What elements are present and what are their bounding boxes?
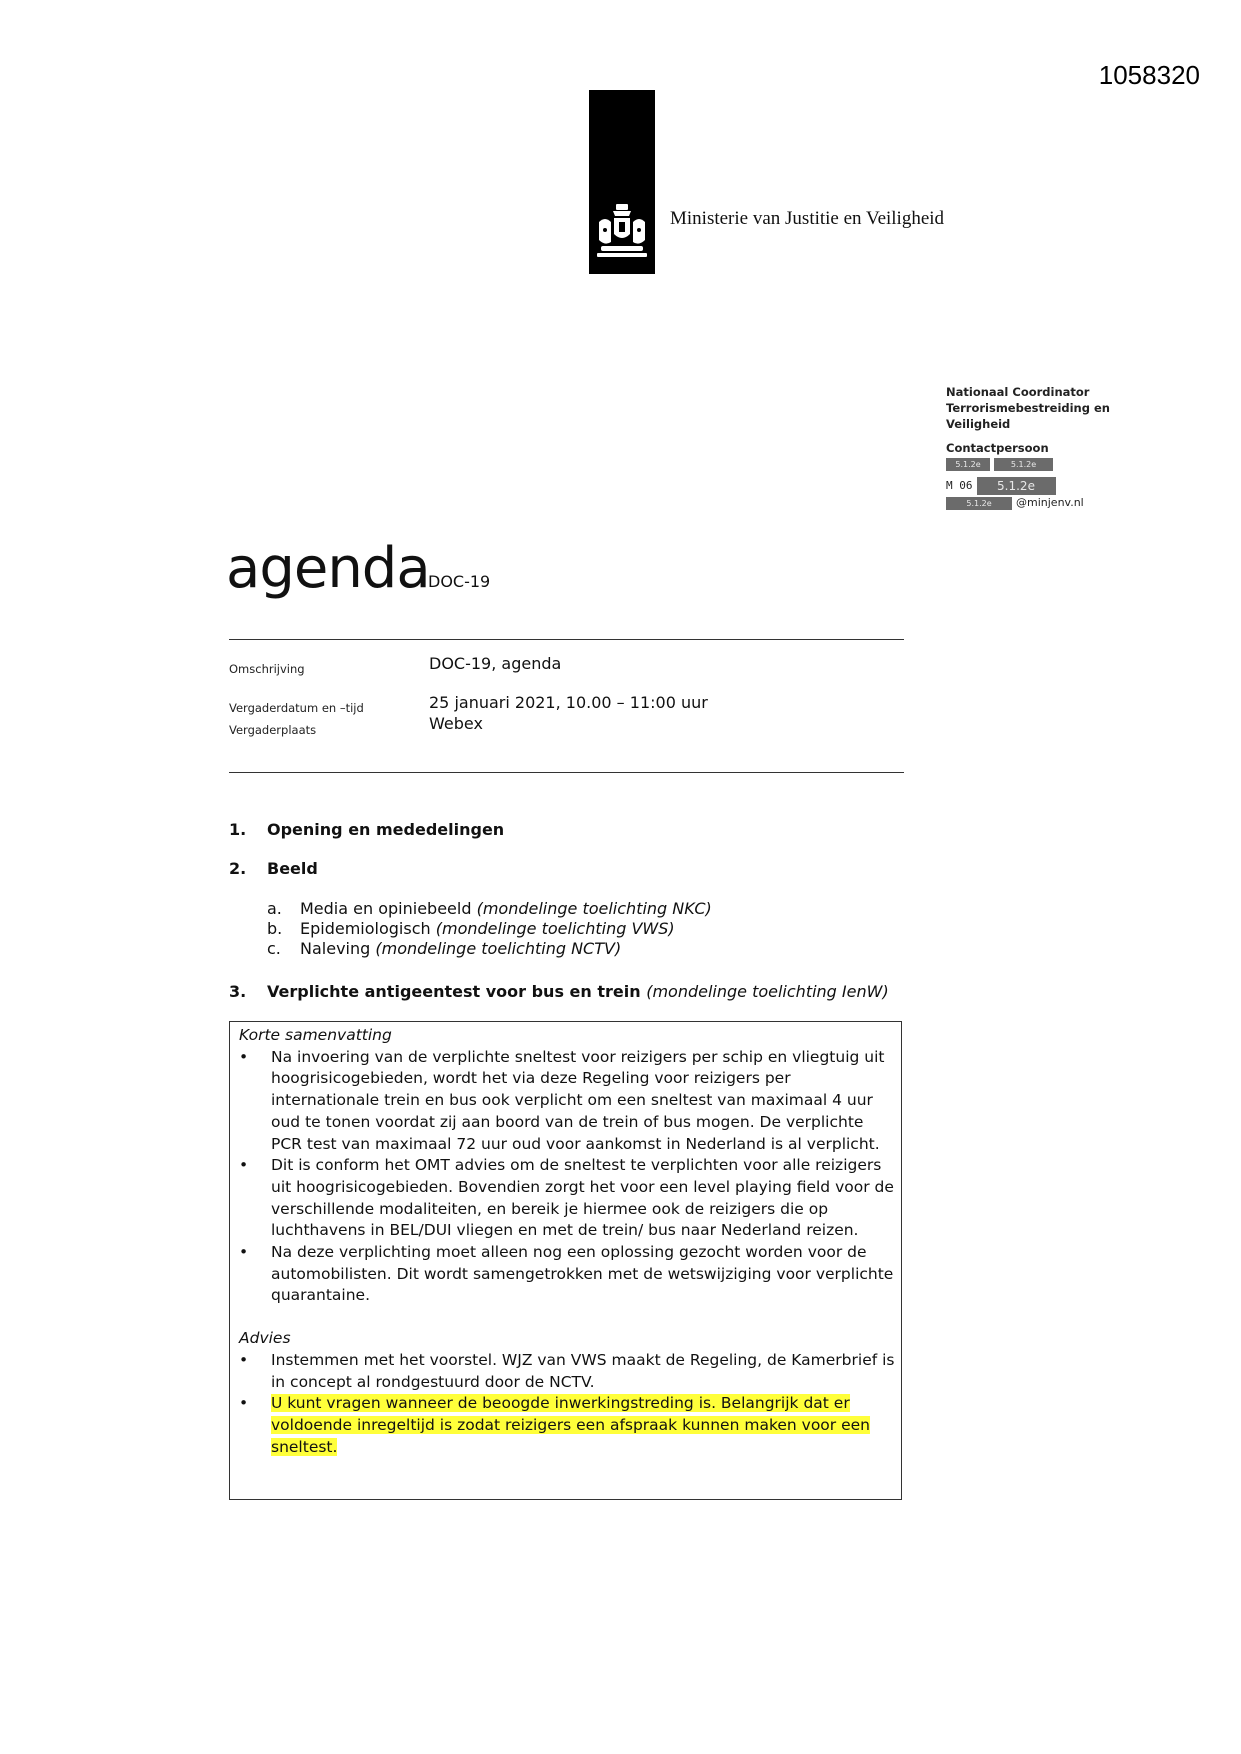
org-line-3: Veiligheid [946,417,1011,431]
list-item-text: Naleving [300,939,371,958]
bullet-text: Instemmen met het voorstel. WJZ van VWS maakt de Regeling, de Kamerbrief is in concept al rondgestuurd door de NCTV. [271,1350,895,1391]
divider [229,639,904,640]
summary-box-content [239,1025,897,1458]
section-number: 1. [229,820,247,839]
contact-email-row [946,495,1186,511]
ministry-name: Ministerie van Justitie en Veiligheid [670,208,945,229]
spacer [239,1307,897,1328]
section-title-text: Verplichte antigeentest voor bus en trein [267,982,641,1001]
summary-bullet [239,1242,897,1307]
list-item-note: (mondelinge toelichting NCTV) [375,939,622,958]
advice-heading: Advies [239,1329,291,1348]
bullet-text: Na invoering van de verplichte sneltest voor reizigers per schip en vliegtuig uit hoogrisicogebieden, wordt het via deze Regeling voor reizigers per internationale trein en bus ook verplicht om een sneltest van maximaal 4 uur oud te tonen voordat zij aan boord van de trein of bus mogen. De verplichte PCR test van maximaal 72 uur oud voor aankomst in Nederland is al verplicht. [271,1047,885,1153]
list-item [267,899,712,919]
description-value: DOC-19, agenda [429,654,562,673]
bullet-dot: • [239,1156,249,1175]
location-value: Webex [429,714,483,733]
datetime-label: Vergaderdatum en –tijd [229,701,364,715]
contact-title: Contactpersoon [946,441,1049,455]
contact-phone-row [946,477,1186,495]
section-title: Beeld [267,859,318,878]
section-title [267,982,889,1001]
contact-name-row [946,458,1186,471]
list-item-letter: a. [267,899,282,918]
datetime-value: 25 januari 2021, 10.00 – 11:00 uur [429,693,708,712]
bullet-text: Dit is conform het OMT advies om de sneltest te verplichten voor alle reizigers uit hoogrisicogebieden. Bovendien zorgt het voor een level playing field voor de verschillende modaliteiten, en bereik je hiermee ook de reizigers die op luchthavens in BEL/DUI vliegen en met de trein/ bus naar Nederland reizen. [271,1156,894,1240]
list-item [267,919,675,939]
phone-prefix: M 06 [946,479,973,492]
advice-bullet [239,1393,897,1458]
description-label: Omschrijving [229,662,305,676]
summary-box [229,1021,902,1500]
location-label: Vergaderplaats [229,723,317,737]
summary-bullet [239,1047,897,1156]
government-logo-bar [589,90,655,274]
highlighted-text: U kunt vragen wanneer de beoogde inwerkingstreding is. Belangrijk dat er voldoende inregeltijd is zodat reizigers een afspraak kunnen maken voor een sneltest. [271,1394,870,1456]
page-subtitle: DOC-19 [428,572,491,591]
redaction-box: 5.1.2e [946,497,1012,510]
email-domain: @minjenv.nl [1016,496,1084,509]
bullet-dot: • [239,1394,249,1413]
bullet-text-highlighted [271,1393,897,1458]
list-item-note: (mondelinge toelichting NKC) [476,899,712,918]
royal-crest-icon [595,202,649,262]
redaction-box: 5.1.2e [946,458,990,471]
redaction-box: 5.1.2e [977,477,1056,495]
org-line-2: Terrorismebestreiding en [946,401,1110,415]
list-item [267,939,621,959]
advice-bullet [239,1350,897,1393]
list-item-letter: b. [267,919,283,938]
summary-bullet [239,1155,897,1242]
sidebar-contact-block [946,384,1186,511]
bullet-dot: • [239,1047,249,1066]
list-item-letter: c. [267,939,281,958]
org-line-1: Nationaal Coordinator [946,385,1090,399]
list-item-text: Epidemiologisch [300,919,431,938]
bullet-dot: • [239,1350,249,1369]
bullet-text: Na deze verplichting moet alleen nog een oplossing gezocht worden voor de automobilisten. Dit wordt samengetrokken met de wetswijziging voor verplichte quarantaine. [271,1243,894,1305]
document-number: 1058320 [1098,60,1200,90]
bullet-dot: • [239,1243,249,1262]
section-title-note: (mondelinge toelichting IenW) [646,982,889,1001]
redaction-box: 5.1.2e [994,458,1053,471]
section-number: 3. [229,982,247,1001]
divider [229,772,904,773]
section-number: 2. [229,859,247,878]
list-item-text: Media en opiniebeeld [300,899,472,918]
section-title: Opening en mededelingen [267,820,505,839]
summary-heading: Korte samenvatting [239,1026,392,1044]
list-item-note: (mondelinge toelichting VWS) [435,919,675,938]
page-title: agenda [226,536,430,601]
